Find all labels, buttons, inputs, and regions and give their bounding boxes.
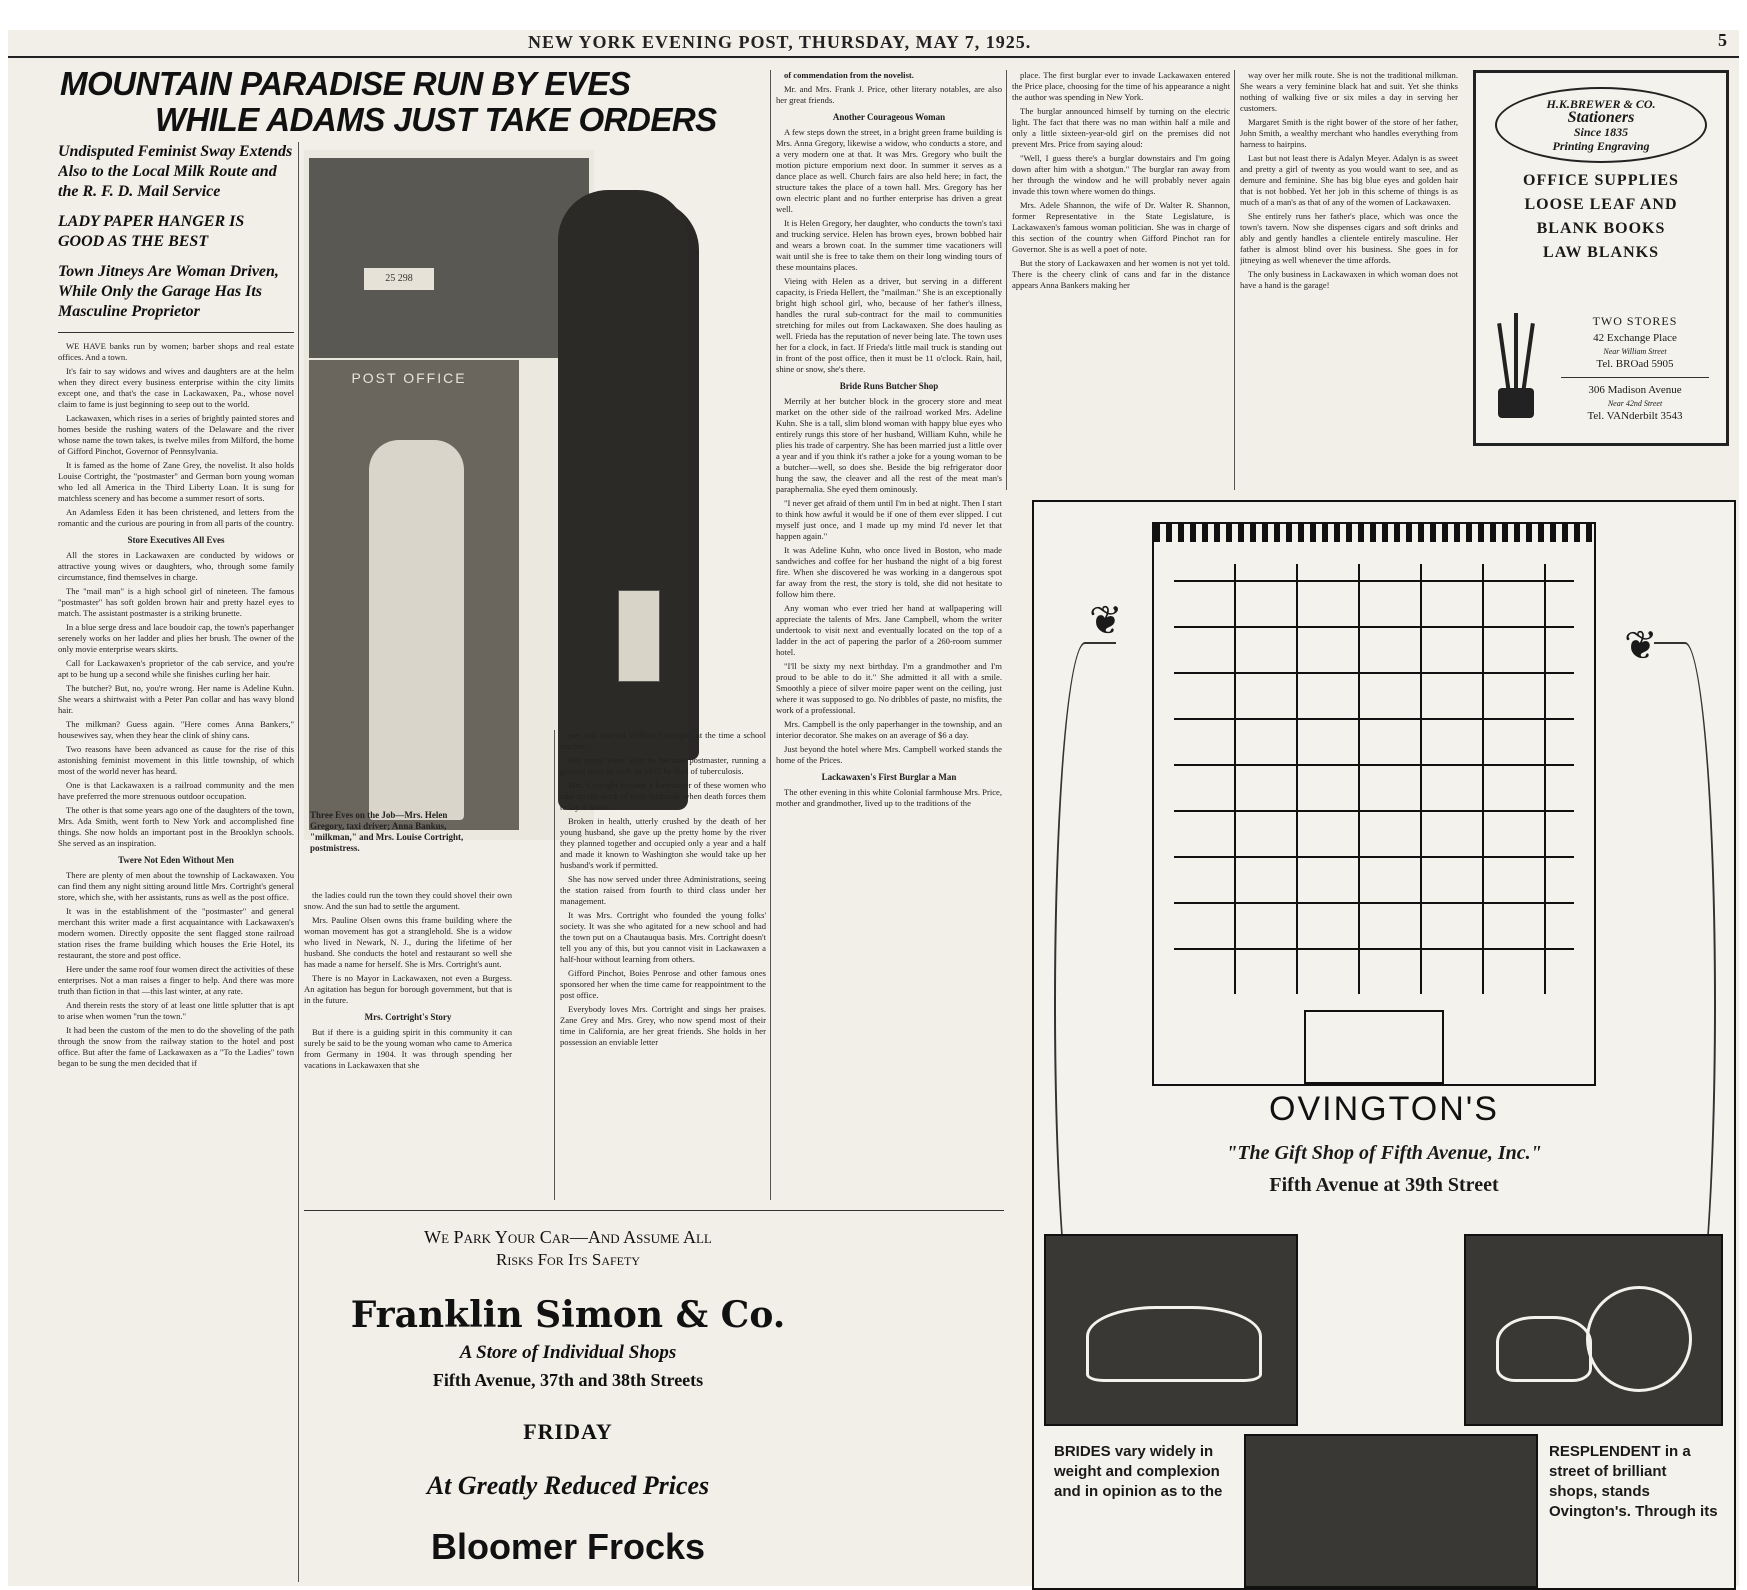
paragraph: The other is that some years ago one of the daughters of the town, Mrs. Ada Smith, went forth to New York and accomplished fine things. She now holds an important post in the Brooklyn schools. She served as an inspiration. — [58, 805, 294, 848]
post-office-sign: POST OFFICE — [351, 370, 467, 386]
article-column-1 — [58, 142, 294, 1582]
ad-rule — [304, 1210, 1004, 1211]
paragraph: The "mail man" is a high school girl of nineteen. The famous "postmaster" has soft golden brown hair and pretty hazel eyes to match. The assistant postmaster is a striking brunette. — [58, 586, 294, 618]
franklin-simon-logo: Franklin Simon & Co. — [350, 1294, 786, 1336]
logo-text: H.K.BREWER & CO. — [1546, 97, 1656, 111]
bow-icon: ❦ — [1624, 623, 1658, 668]
paragraph: One is that Lackawaxen is a railroad community and the men have preferred the more strenuous outdoor occupation. — [58, 780, 294, 801]
subhead: Store Executives All Eves — [127, 535, 225, 545]
deck-3: Town Jitneys Are Woman Driven, While Only the Garage Has Its Masculine Proprietor — [58, 263, 279, 320]
ad-product: Bloomer Frocks — [430, 1526, 706, 1567]
paragraph: Last but not least there is Adalyn Meyer. Adalyn is as sweet and pretty a girl of twenty as you would want to see, and as demure and feminine. She has big blue eyes and golden hair that is not bobbed. Yet her job in this scheme of things is as much of a man's as that of any of the women of Lackawaxen. — [1240, 153, 1458, 207]
brewer-logo — [1495, 87, 1707, 163]
paragraph: Mrs. Adele Shannon, the wife of Dr. Walter R. Shannon, former Representative in the State Legislature, is Lackawaxen's famous woman politician. She was in charge of this section of the country when Gifford Pinchot ran for Governor. She is as well a poet of note. — [1012, 200, 1230, 254]
logo-text: Since 1835 — [1573, 125, 1629, 139]
page-number: 5 — [1718, 30, 1727, 50]
logo-text: Stationers — [1567, 109, 1635, 126]
ad-tagline: A Store of Individual Shops — [459, 1342, 677, 1363]
cornice — [1154, 524, 1594, 542]
paragraph: But the story of Lackawaxen and her women is not yet told. There is the cheery clink of cans and far in the distance appears Anna Bankers making her — [1012, 258, 1230, 290]
paragraph: Not many years after he became postmaster, running a general store as well. In 1915 he died of tuberculosis. — [560, 755, 766, 776]
paragraph: And therein rests the story of at least one little splutter that is apt to arise when women "run the town." — [58, 1000, 294, 1021]
brewer-products — [1476, 169, 1726, 265]
paragraph: The burglar announced himself by turning on the electric light. The fact that there was no man within half a mile and only a little sixteen-year-old girl on the premises did not prevent Mrs. Price from saying aloud: — [1012, 106, 1230, 149]
main-headline — [60, 66, 760, 138]
paragraph: There are plenty of men about the township of Lackawaxen. You can find them any night sitting around little Mrs. Cortright's general store, which she, with her assistants, runs as well as the post office. — [58, 870, 294, 902]
paragraph: "I'll be sixty my next birthday. I'm a grandmother and I'm proud to be able to do it." She admitted it all with a smile. Smoothly a piece of silver moire paper went on the ceiling, just where it was supposed to go. No dribbles of paste, no misfits, the work of a professional. — [776, 661, 1002, 715]
franklin-simon-ad — [308, 1225, 828, 1585]
paragraph: She entirely runs her father's place, which was once the town's tavern. Now she dispenses cigars and soft drinks and ably and gently handles a clientele entirely masculine. Her father is almost blind over his business. She goes in for jitneying as well whenever the time affords. — [1240, 211, 1458, 265]
figure-shape — [558, 190, 688, 810]
subhead: Bride Runs Butcher Shop — [839, 381, 939, 391]
paragraph: She has now served under three Administrations, seeing the station raised from fourth to third class under her management. — [560, 874, 766, 906]
subhead: Twere Not Eden Without Men — [118, 855, 234, 865]
paragraph: The milkman? Guess again. "Here comes Anna Bankers," housewives say, when they hear the clink of shiny cans. — [58, 719, 294, 740]
paragraph: It is Helen Gregory, her daughter, who conducts the town's taxi and trucking service. Helen has brown eyes, brown bobbed hair and wears a brown coat. In the summer time vacationers will wait until she is free to take them on their long winding tours of these mountains places. — [776, 218, 1002, 272]
paragraph: It had been the custom of the men to do the shoveling of the path through the snow from the railway station to the hotel and post office. But after the fame of Lackawaxen as a "To the Ladies" town began to be sung the men decided that if — [58, 1025, 294, 1068]
figure-shape — [369, 440, 464, 820]
paragraph: It was Mrs. Cortright who founded the young folks' society. It was she who agitated for a new school and had the town put on a Chautauqua basis. Mrs. Cortright doesn't tell you any of this, but you cannot visit in Lackawaxen a half-hour without learning from others. — [560, 910, 766, 964]
store-note: Near William Street — [1603, 347, 1667, 356]
paragraph: All the stores in Lackawaxen are conducted by widows or attractive young wives or daughters, who, through some family circumstance, find themselves in charge. — [58, 550, 294, 582]
paragraph: But if there is a guiding spirit in this community it can surely be said to be the young woman who came to America from Germany in 1904. It was through spending her vacations in Lackawaxen that she — [304, 1027, 512, 1070]
gift-picture-warmer — [1044, 1234, 1298, 1426]
logo-text: Printing Engraving — [1552, 139, 1650, 153]
paragraph: the ladies could run the town they could shovel their own snow. And the sun had to settle the argument. — [304, 890, 512, 911]
ovington-ad — [1032, 500, 1736, 1590]
bow-icon: ❦ — [1089, 598, 1123, 643]
paragraph: place. The first burglar ever to invade Lackawaxen entered the Price place, choosing for the time of his appearance a night the author was spending in New York. — [1012, 70, 1230, 102]
paragraph: In a blue serge dress and lace boudoir cap, the town's paperhanger serenely works on her ladder and plies her brush. The owner of the only movie enterprise wears skirts. — [58, 622, 294, 654]
milk-can — [618, 590, 660, 682]
paragraph: It was in the establishment of the "postmaster" and general merchant this writer made a first acquaintance with Lackawaxen's modern women. Directly opposite the sent flagged stone railroad station rises the frame building which houses the Erie Hotel, its restaurant, the store and post office. — [58, 906, 294, 960]
product-line: LOOSE LEAF AND — [1524, 196, 1678, 213]
ovington-address: Fifth Avenue at 39th Street — [1269, 1174, 1499, 1196]
subhead: Mrs. Cortright's Story — [364, 1012, 452, 1022]
paragraph: The only business in Lackawaxen in which woman does not have a hand is the garage! — [1240, 269, 1458, 290]
paragraph: A few steps down the street, in a bright green frame building is Mrs. Anna Gregory, likewise a widow, who conducts a store, and a very modern one at that. It was Mrs. Gregory who built the motion picture emporium next door. In summer it serves as a dance place as well. Church fairs are also held here; in fact, the structure takes the place of a town hall. Mrs. Gregory has her own electric plant and no further enterprise has driven a great well. — [776, 127, 1002, 214]
paragraph: way over her milk route. She is not the traditional milkman. She wears a very feminine black hat and suit. Yet she thinks nothing of walking five or six miles a day in serving her customers. — [1240, 70, 1458, 113]
paragraph: Just beyond the hotel where Mrs. Campbell worked stands the home of the Prices. — [776, 744, 1002, 765]
product-line: OFFICE SUPPLIES — [1523, 172, 1679, 189]
paragraph: The other evening in this white Colonial farmhouse Mrs. Price, mother and grandmother, lived up to the traditions of the — [776, 787, 1002, 808]
paragraph: The butcher? But, no, you're wrong. Her name is Adeline Kuhn. She wears a shirtwaist with a Peter Pan collar and has wavy blond hair. — [58, 683, 294, 715]
article-column-5 — [1012, 70, 1230, 480]
ad-address: Fifth Avenue, 37th and 38th Streets — [432, 1370, 704, 1390]
paragraph: Mr. and Mrs. Frank J. Price, other literary notables, are also her great friends. — [776, 84, 1002, 105]
deck-1: Undisputed Feminist Sway Extends Also to the Local Milk Route and the R. F. D. Mail Service — [58, 143, 293, 200]
paragraph: WE HAVE banks run by women; barber shops and real estate offices. And a town. — [58, 341, 294, 362]
photo-postmistress — [309, 360, 519, 830]
store-address: 306 Madison Avenue — [1588, 384, 1682, 396]
paragraph: Two reasons have been advanced as cause for the rise of this astonishing feminist movement in this little township, of which most of the world never has heard. — [58, 744, 294, 776]
article-column-6 — [1240, 70, 1458, 480]
store-address: 42 Exchange Place — [1593, 332, 1677, 344]
masthead: NEW YORK EVENING POST, THURSDAY, MAY 7, 1925. — [528, 32, 1032, 52]
masthead-rule — [8, 56, 1739, 58]
paragraph: met and married William Cortright, at the time a school teacher. — [560, 730, 766, 751]
store-note: Near 42nd Street — [1607, 399, 1663, 408]
ovington-name: OVINGTON'S — [1269, 1090, 1499, 1128]
column-rule — [554, 730, 555, 1200]
entrance — [1304, 1010, 1444, 1084]
paragraph: There is no Mayor in Lackawaxen, not even a Burgess. An agitation has begun for borough government, but that is in the future. — [304, 973, 512, 1005]
ovington-blurb-left: BRIDES vary widely in weight and complexion and in opinion as to the — [1054, 1443, 1223, 1500]
paragraph: Merrily at her butcher block in the grocery store and meat market on the other side of the railroad worked Mrs. Adeline Kuhn. She is a tall, slim blond woman with happy blue eyes who entirely rungs this store of her husband, William Kuhn, while he plies his trade of carpentry. She has been married just a little over a year and if you think it's rather a joke for a young woman to be a butcher—well, so does she. Beside the big refrigerator door hung the saw, the cleaver and all the rest of the meat man's paraphernalia. She eyed them ominously. — [776, 396, 1002, 494]
headline-line-1: MOUNTAIN PARADISE RUN BY EVES — [60, 65, 631, 102]
ovington-tagline: "The Gift Shop of Fifth Avenue, Inc." — [1226, 1142, 1542, 1164]
paragraph: An Adamless Eden it has been christened, and letters from the romantic and the curious are pouring in from all parts of the country. — [58, 507, 294, 528]
ad-line: Risks For Its Safety — [495, 1250, 640, 1269]
column-rule — [770, 70, 771, 1200]
store-phone: Tel. BROad 5905 — [1596, 358, 1674, 370]
paragraph: It was Adeline Kuhn, who once lived in Boston, who made sandwiches and coffee for her husband the night of a big forest fire. When she discovered he was working in a dangerous spot far away from the rest, the story is told, she did not hesitate to follow him there. — [776, 545, 1002, 599]
paragraph: Everybody loves Mrs. Cortright and sings her praises. Zane Grey and Mrs. Grey, who now spend most of their time in California, are her great friends. She holds in her possession an enviable letter — [560, 1004, 766, 1047]
paragraph: Lackawaxen, which rises in a series of brightly painted stores and homes beside the rushing waters of the Delaware and the river whose name the town takes, is twelve miles from Milford, the home of Gifford Pinchot, Governor of Pennsylvania. — [58, 413, 294, 456]
ad-line: We Park Your Car—And Assume All — [424, 1227, 712, 1247]
paragraph: Mrs. Campbell is the only paperhanger in the township, and an interior decorator. She makes on an average of $6 a day. — [776, 719, 1002, 740]
store-phone: Tel. VANderbilt 3543 — [1587, 410, 1683, 422]
subhead: Another Courageous Woman — [832, 112, 946, 122]
paragraph: Call for Lackawaxen's proprietor of the cab service, and you're apt to be hung up a second while she finishes curling her hair. — [58, 658, 294, 679]
stores-title: TWO STORES — [1592, 314, 1678, 328]
newspaper-page — [8, 30, 1739, 1586]
paragraph: "I never get afraid of them until I'm in bed at night. Then I start to think how awful it would be if one of them ever slipped. I cut myself just once, and I made up my mind I'd never let that happen again." — [776, 498, 1002, 541]
building-illustration — [1152, 522, 1596, 1086]
photo-sign: 25 298 — [364, 268, 434, 290]
subhead: Lackawaxen's First Burglar a Man — [821, 772, 957, 782]
paragraph: Gifford Pinchot, Boies Penrose and other famous ones sponsored her when the time came for reappointment to the post office. — [560, 968, 766, 1000]
paragraph: Margaret Smith is the right bower of the store of her father, John Smith, a wealthy merchant who handles everything from harness to hairpins. — [1240, 117, 1458, 149]
ad-day: FRIDAY — [523, 1419, 613, 1444]
ad-offer: At Greatly Reduced Prices — [426, 1471, 710, 1500]
headline-line-2: WHILE ADAMS JUST TAKE ORDERS — [155, 101, 717, 138]
article-column-2 — [304, 890, 512, 1210]
paragraph: Mrs. Pauline Olsen owns this frame building where the woman movement has got a stranglehold. She is a widow who lived in Newark, N. J., during the lifetime of her husband. She conducts the hotel and restaurant so well she has made a name for herself. She is Mrs. Cortright's aunt. — [304, 915, 512, 969]
column-rule — [298, 142, 299, 1582]
paragraph: of commendation from the novelist. — [784, 70, 914, 80]
paragraph: Here under the same roof four women direct the activities of these enterprises. Not a man raises a finger to help. And there was more truth than fiction in that —this last winter, at any rate. — [58, 964, 294, 996]
deck-2: LADY PAPER HANGER IS GOOD AS THE BEST — [58, 213, 245, 250]
paragraph: Broken in health, utterly crushed by the death of her young husband, she gave up the pretty home by the river they planned together and occupied only a year and a half and made it known to Washington she would take up her husband's work if permitted. — [560, 816, 766, 870]
brewer-stores — [1551, 315, 1719, 423]
column-rule — [1006, 70, 1007, 490]
column-rule — [1234, 70, 1235, 490]
paragraph: "Well, I guess there's a burglar downstairs and I'm going down after him with a shotgun." The burglar ran away from her through the window and he will probably never again invade this town where women do things. — [1012, 153, 1230, 196]
ovington-blurb-right: RESPLENDENT in a street of brilliant shops, stands Ovington's. Through its — [1549, 1443, 1718, 1520]
product-line: LAW BLANKS — [1543, 244, 1659, 261]
pen-holder-icon — [1494, 313, 1540, 423]
paragraph: Mrs. Cortright became a forerunner of these women who take up the work of their husbands when death forces them to lay it down. — [560, 780, 766, 812]
paragraph: Any woman who ever tried her hand at wallpapering will appreciate the talents of Mrs. Jane Campbell, whom the writer undertook to visit next and eventually located on the top of a ladder in the act of papering the parlor of a 260-room summer hotel. — [776, 603, 1002, 657]
gift-picture-birds — [1244, 1434, 1538, 1588]
photo-caption: Three Eves on the Job—Mrs. Helen Gregory, taxi driver; Anna Bankus, "milkman," and Mrs. Louise Cortright, postmistress. — [310, 810, 464, 853]
paragraph: It's fair to say widows and wives and daughters are at the helm when they direct every business enterprise within the city limits except one, and that's the case in Lackawaxen, Pa., whose novel claim to fame is just beginning to seep out to the world. — [58, 366, 294, 409]
paragraph: It is famed as the home of Zane Grey, the novelist. It also holds Louise Cortright, the "postmaster" and German born young woman who led all America in the Third Liberty Loan. It is sung for matchless scenery and has become a summer resort of sorts. — [58, 460, 294, 503]
paragraph: Vieing with Helen as a driver, but serving in a different capacity, is Frieda Hellert, the "mailman." She is an exceptionally bright high school girl, who, because of her father's illness, handles the rural sub-contract for the mail to communities stretching for miles out from Lackawaxen. She does hauling as well. Frieda has the reputation of never being late. The town uses her for a clock, in fact. If Frieda's little mail truck is standing out in front of the post office, then it must be 11 o'clock. Rain, hail, shine or snow, she's there. — [776, 276, 1002, 374]
windows-grid — [1174, 564, 1574, 994]
gift-picture-china — [1464, 1234, 1723, 1426]
article-column-3 — [560, 730, 766, 1200]
deck-rule — [58, 332, 294, 333]
brewer-ad — [1473, 70, 1729, 446]
product-line: BLANK BOOKS — [1536, 220, 1666, 237]
article-column-4 — [776, 70, 1002, 1200]
